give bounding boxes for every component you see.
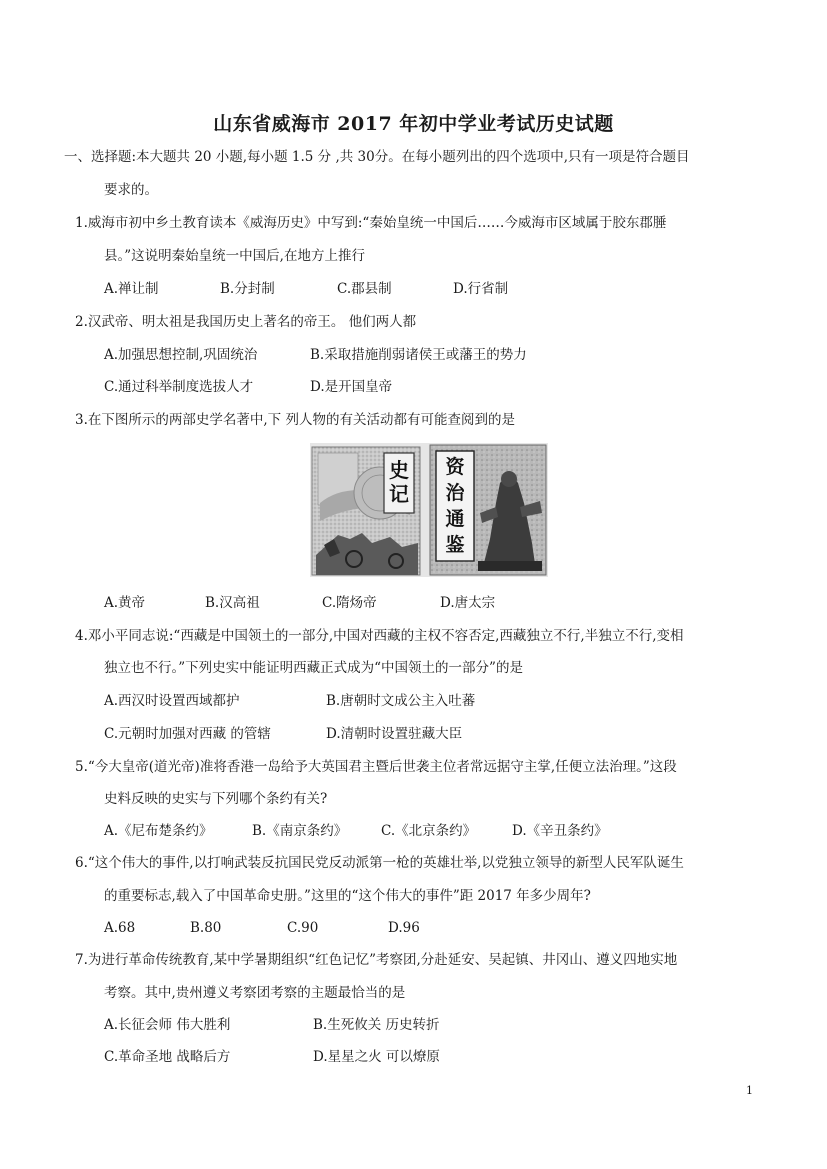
section-instruction-line-1: 一、选择题:本大题共 20 小题,每小题 1.5 分 ,共 30分。在每小题列出的四个选项中,只有一项是符合题目 (64, 149, 690, 165)
question-7-option-a: A.长征会师 伟大胜利 (104, 1017, 231, 1033)
question-1-option-a: A.禅让制 (104, 281, 159, 297)
question-5-stem-line-1: 5.“今大皇帝(道光帝)准将香港一岛给予大英国君主暨后世袭主位者常远据守主掌,任便立法治理。”这段 (75, 759, 677, 775)
question-1-stem-line-2: 县。”这说明秦始皇统一中国后,在地方上推行 (104, 248, 365, 264)
question-5-option-c: C.《北京条约》 (381, 823, 477, 839)
question-6-stem-line-1: 6.“这个伟大的事件,以打响武装反抗国民党反动派第一枪的英雄壮举,以党独立领导的新型人民军队诞生 (75, 855, 684, 871)
question-5-option-a: A.《尼布楚条约》 (104, 823, 213, 839)
question-4-option-b: B.唐朝时文成公主入吐蕃 (326, 693, 476, 709)
section-instruction-line-2: 要求的。 (104, 182, 158, 198)
question-7-option-d: D.星星之火 可以燎原 (313, 1049, 440, 1065)
question-6-stem-line-2: 的重要标志,载入了中国革命史册。”这里的“这个伟大的事件”距 2017 年多少周年? (104, 888, 591, 904)
question-1-option-b: B.分封制 (220, 281, 275, 297)
question-3-option-a: A.黄帝 (104, 595, 146, 611)
question-5-option-d: D.《辛丑条约》 (512, 823, 608, 839)
question-6-option-d: D.96 (388, 920, 420, 936)
question-5-option-b: B.《南京条约》 (252, 823, 348, 839)
question-6-option-b: B.80 (190, 920, 222, 936)
question-7-option-b: B.生死攸关 历史转折 (313, 1017, 440, 1033)
question-6-option-a: A.68 (104, 920, 136, 936)
question-1-stem-line-1: 1.威海市初中乡土教育读本《威海历史》中写到:“秦始皇统一中国后……今威海市区域属于胶东郡腄 (75, 215, 667, 231)
question-2-option-d: D.是开国皇帝 (310, 379, 393, 395)
question-3-option-b: B.汉高祖 (205, 595, 260, 611)
question-7-option-c: C.革命圣地 战略后方 (104, 1049, 231, 1065)
tongjian-title-char-4: 鉴 (445, 534, 465, 556)
question-2-stem: 2.汉武帝、明太祖是我国历史上著名的帝王。 他们两人都 (75, 314, 417, 330)
zizhitongjian-book-cover (430, 445, 546, 575)
question-4-stem-line-1: 4.邓小平同志说:“西藏是中国领土的一部分,中国对西藏的主权不容否定,西藏独立不行,半独立不行,变相 (75, 628, 684, 644)
tongjian-title-char-2: 治 (445, 482, 465, 504)
tongjian-title-char-1: 资 (445, 456, 465, 478)
question-3-option-c: C.隋炀帝 (322, 595, 377, 611)
question-1-option-c: C.郡县制 (337, 281, 392, 297)
question-5-stem-line-2: 史料反映的史实与下列哪个条约有关? (104, 791, 328, 807)
question-2-option-c: C.通过科举制度选拔人才 (104, 379, 254, 395)
question-4-option-d: D.清朝时设置驻藏大臣 (326, 726, 463, 742)
question-3-option-d: D.唐太宗 (440, 595, 496, 611)
page-number: 1 (746, 1084, 753, 1097)
exam-title: 山东省威海市 2017 年初中学业考试历史试题 (213, 113, 614, 135)
question-6-option-c: C.90 (287, 920, 319, 936)
history-books-figure (310, 443, 548, 577)
shiji-title-char-2: 记 (389, 482, 409, 506)
tongjian-title-char-3: 通 (445, 508, 465, 530)
question-4-option-a: A.西汉时设置西域都护 (104, 693, 240, 709)
question-2-option-a: A.加强思想控制,巩固统治 (104, 347, 258, 363)
shiji-title-char-1: 史 (389, 458, 409, 482)
question-7-stem-line-2: 考察。其中,贵州遵义考察团考察的主题最恰当的是 (104, 985, 406, 1001)
question-7-stem-line-1: 7.为进行革命传统教育,某中学暑期组织“红色记忆”考察团,分赴延安、吴起镇、井冈山、遵义四地实地 (75, 952, 678, 968)
shiji-book-cover (312, 447, 420, 575)
question-2-option-b: B.采取措施削弱诸侯王或藩王的势力 (310, 347, 527, 363)
question-1-option-d: D.行省制 (453, 281, 509, 297)
question-4-option-c: C.元朝时加强对西藏 的管辖 (104, 726, 271, 742)
question-4-stem-line-2: 独立也不行。”下列史实中能证明西藏正式成为“中国领土的一部分”的是 (104, 660, 523, 676)
question-3-stem: 3.在下图所示的两部史学名著中,下 列人物的有关活动都有可能查阅到的是 (75, 412, 515, 428)
